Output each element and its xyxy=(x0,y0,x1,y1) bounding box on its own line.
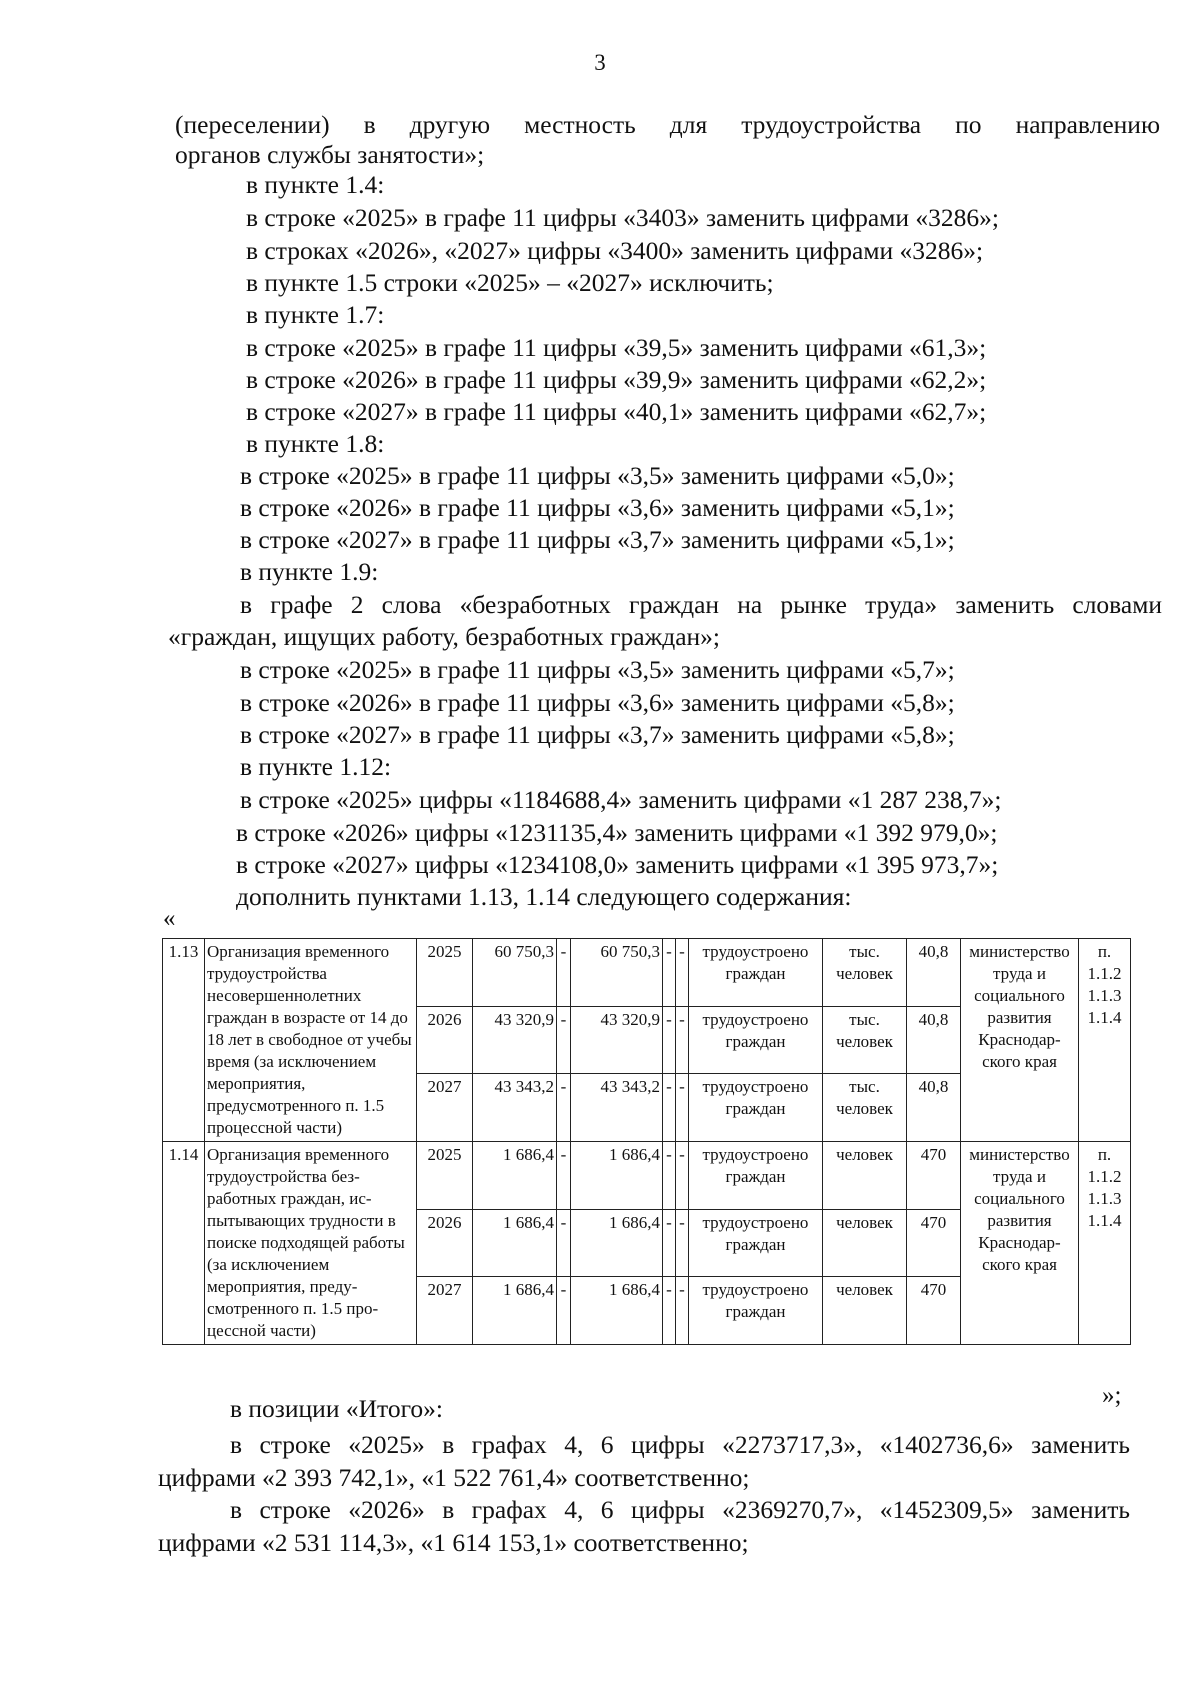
dash-cell: - xyxy=(676,1142,689,1210)
amendment-line: в строке «2027» цифры «1234108,0» заменить цифрами «1 395 973,7»; xyxy=(236,850,999,879)
para-1-9-line-2: «граждан, ищущих работу, безработных граждан»; xyxy=(168,622,720,651)
amendment-line: в строке «2025» в графе 11 цифры «3403» заменить цифрами «3286»; xyxy=(246,203,999,232)
amendment-line: в строках «2026», «2027» цифры «3400» заменить цифрами «3286»; xyxy=(246,236,984,265)
indicator-cell: трудоустроено граждан xyxy=(689,1006,823,1074)
dash-cell: - xyxy=(557,1142,571,1210)
indicator-cell: трудоустроено граждан xyxy=(689,1074,823,1142)
unit-cell: тыс. человек xyxy=(823,1074,907,1142)
refs-cell: п. 1.1.2 1.1.3 1.1.4 xyxy=(1079,1142,1131,1345)
regional-budget-cell: 60 750,3 xyxy=(571,939,663,1007)
refs-cell: п. 1.1.2 1.1.3 1.1.4 xyxy=(1079,939,1131,1142)
regional-budget-cell: 43 343,2 xyxy=(571,1074,663,1142)
amendment-line: в строке «2026» в графе 11 цифры «3,6» заменить цифрами «5,8»; xyxy=(240,688,955,717)
dash-cell: - xyxy=(676,1006,689,1074)
unit-cell: человек xyxy=(823,1277,907,1345)
value-cell: 470 xyxy=(907,1142,961,1210)
unit-cell: тыс. человек xyxy=(823,939,907,1007)
value-cell: 470 xyxy=(907,1209,961,1277)
dash-cell: - xyxy=(663,1074,676,1142)
itogo-2026-line-1: в строке «2026» в графах 4, 6 цифры «2369270,7», «1452309,5» заменить xyxy=(230,1495,1130,1524)
dash-cell: - xyxy=(676,1074,689,1142)
measures-table xyxy=(162,938,1131,1345)
total-cell: 1 686,4 xyxy=(473,1277,557,1345)
value-cell: 40,8 xyxy=(907,1006,961,1074)
dash-cell: - xyxy=(663,1006,676,1074)
amendment-line: в строке «2025» в графе 11 цифры «3,5» заменить цифрами «5,7»; xyxy=(240,655,955,684)
item-name: Организация временного трудоустройства несовершеннолетних граждан в возрасте от 14 до 18 лет в свободное от учебы время (за исключением мероприятия, предусмотренного п. 1.5 процессной части) xyxy=(205,939,417,1142)
total-cell: 60 750,3 xyxy=(473,939,557,1007)
itogo-2025-line-2: цифрами «2 393 742,1», «1 522 761,4» соответственно; xyxy=(158,1463,750,1492)
amendment-line: в пункте 1.4: xyxy=(246,170,385,199)
amendment-line: в пункте 1.5 строки «2025» – «2027» исключить; xyxy=(246,268,774,297)
year-cell: 2025 xyxy=(417,1142,473,1210)
indicator-cell: трудоустроено граждан xyxy=(689,939,823,1007)
itogo-2025-line-1: в строке «2025» в графах 4, 6 цифры «2273717,3», «1402736,6» заменить xyxy=(230,1430,1130,1459)
total-cell: 1 686,4 xyxy=(473,1142,557,1210)
amendment-line: в строке «2026» в графе 11 цифры «3,6» заменить цифрами «5,1»; xyxy=(240,493,955,522)
dash-cell: - xyxy=(557,1006,571,1074)
amendment-line: в пункте 1.9: xyxy=(240,557,379,586)
dash-cell: - xyxy=(663,939,676,1007)
executor-cell: министерство труда и социального развития Краснодарского края xyxy=(961,939,1079,1142)
total-cell: 43 320,9 xyxy=(473,1006,557,1074)
amendment-line: в строке «2025» цифры «1184688,4» заменить цифрами «1 287 238,7»; xyxy=(240,785,1002,814)
para-1-9-line-1: в графе 2 слова «безработных граждан на рынке труда» заменить словами xyxy=(240,590,1162,619)
open-quote: « xyxy=(163,905,176,932)
dash-cell: - xyxy=(663,1142,676,1210)
item-name: Организация временного трудоустройства безработных граждан, испытывающих трудности в поиске подходящей работы (за исключением мероприятия, предусмотренного п. 1.5 процессной части) xyxy=(205,1142,417,1345)
close-quote: »; xyxy=(1102,1382,1122,1409)
dash-cell: - xyxy=(663,1209,676,1277)
year-cell: 2026 xyxy=(417,1006,473,1074)
dash-cell: - xyxy=(557,939,571,1007)
amendment-line: в строке «2025» в графе 11 цифры «39,5» заменить цифрами «61,3»; xyxy=(246,333,987,362)
amendment-line: в пункте 1.7: xyxy=(246,300,385,329)
value-cell: 40,8 xyxy=(907,939,961,1007)
unit-cell: тыс. человек xyxy=(823,1006,907,1074)
year-cell: 2027 xyxy=(417,1277,473,1345)
year-cell: 2027 xyxy=(417,1074,473,1142)
total-cell: 1 686,4 xyxy=(473,1209,557,1277)
page-number: 3 xyxy=(594,50,606,75)
amendment-line: в строке «2026» в графе 11 цифры «39,9» заменить цифрами «62,2»; xyxy=(246,365,987,394)
total-cell: 43 343,2 xyxy=(473,1074,557,1142)
value-cell: 470 xyxy=(907,1277,961,1345)
amendment-line: в строке «2027» в графе 11 цифры «3,7» заменить цифрами «5,8»; xyxy=(240,720,955,749)
amendment-line: в строке «2026» цифры «1231135,4» заменить цифрами «1 392 979,0»; xyxy=(236,818,998,847)
table-row xyxy=(163,939,1131,1007)
regional-budget-cell: 1 686,4 xyxy=(571,1277,663,1345)
dash-cell: - xyxy=(557,1074,571,1142)
itogo-2026-line-2: цифрами «2 531 114,3», «1 614 153,1» соответственно; xyxy=(158,1528,749,1557)
dash-cell: - xyxy=(676,939,689,1007)
itogo-heading: в позиции «Итого»: xyxy=(230,1394,443,1423)
year-cell: 2026 xyxy=(417,1209,473,1277)
amendment-line: в строке «2027» в графе 11 цифры «3,7» заменить цифрами «5,1»; xyxy=(240,525,955,554)
amendment-line: в пункте 1.12: xyxy=(240,752,392,781)
dash-cell: - xyxy=(557,1209,571,1277)
regional-budget-cell: 1 686,4 xyxy=(571,1209,663,1277)
regional-budget-cell: 43 320,9 xyxy=(571,1006,663,1074)
amendment-line: дополнить пунктами 1.13, 1.14 следующего содержания: xyxy=(236,882,852,911)
intro-line-2: органов службы занятости»; xyxy=(175,140,485,169)
item-number: 1.14 xyxy=(163,1142,205,1345)
unit-cell: человек xyxy=(823,1142,907,1210)
dash-cell: - xyxy=(676,1209,689,1277)
indicator-cell: трудоустроено граждан xyxy=(689,1142,823,1210)
dash-cell: - xyxy=(676,1277,689,1345)
value-cell: 40,8 xyxy=(907,1074,961,1142)
dash-cell: - xyxy=(663,1277,676,1345)
indicator-cell: трудоустроено граждан xyxy=(689,1277,823,1345)
table-row xyxy=(163,1142,1131,1210)
unit-cell: человек xyxy=(823,1209,907,1277)
item-number: 1.13 xyxy=(163,939,205,1142)
amendment-line: в строке «2025» в графе 11 цифры «3,5» заменить цифрами «5,0»; xyxy=(240,461,955,490)
executor-cell: министерство труда и социального развития Краснодарского края xyxy=(961,1142,1079,1345)
indicator-cell: трудоустроено граждан xyxy=(689,1209,823,1277)
amendment-line: в пункте 1.8: xyxy=(246,429,385,458)
intro-line-1: (переселении) в другую местность для трудоустройства по направлению xyxy=(175,110,1160,139)
regional-budget-cell: 1 686,4 xyxy=(571,1142,663,1210)
amendment-line: в строке «2027» в графе 11 цифры «40,1» заменить цифрами «62,7»; xyxy=(246,397,987,426)
year-cell: 2025 xyxy=(417,939,473,1007)
dash-cell: - xyxy=(557,1277,571,1345)
